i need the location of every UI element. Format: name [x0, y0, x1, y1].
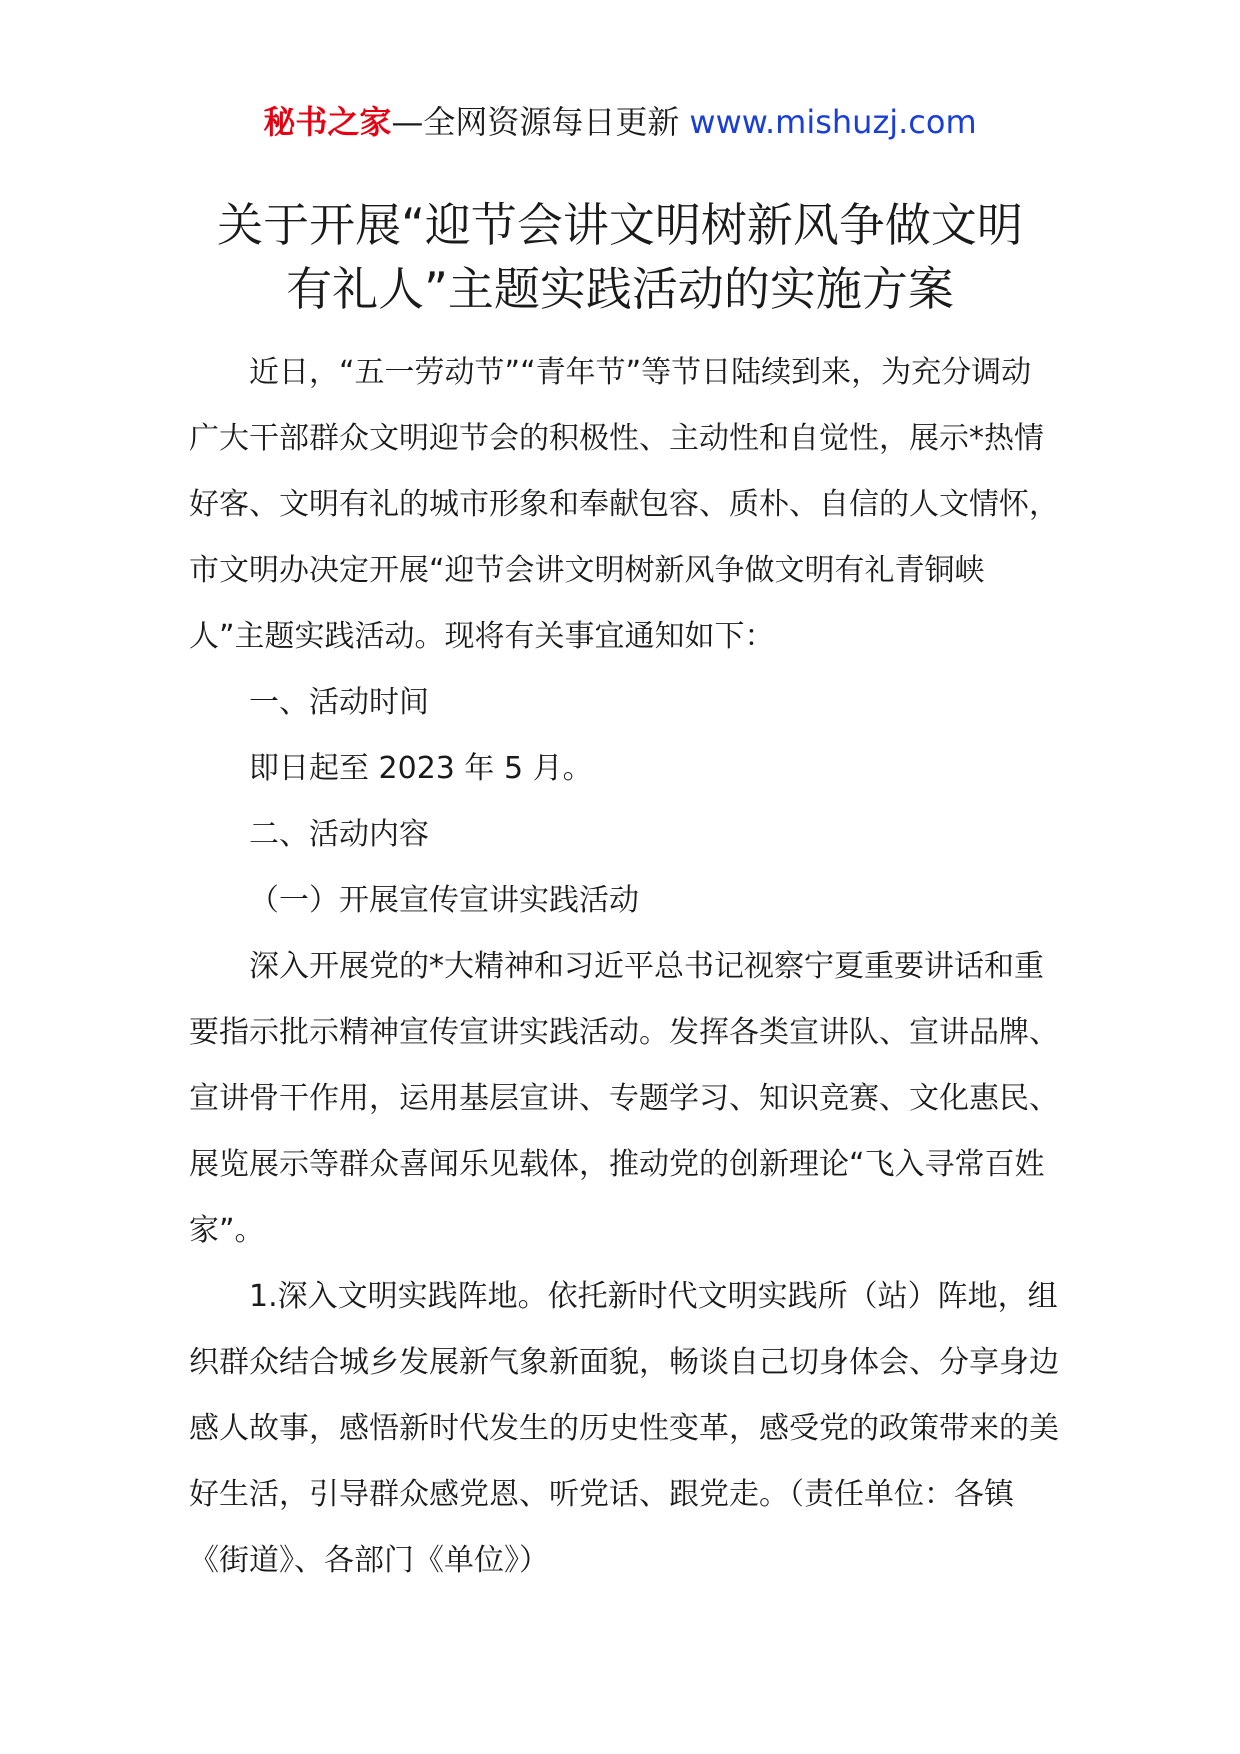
site-url-link[interactable]: www.mishuzj.com [689, 103, 977, 141]
document-title [140, 193, 1100, 321]
title-line-1: 关于开展“迎节会讲文明树新风争做文明 [217, 198, 1023, 252]
section-heading-content: 二、活动内容 [249, 817, 429, 852]
propaganda-paragraph: 深入开展党的*大精神和习近平总书记视察宁夏重要讲话和重要指示批示精神宣传宣讲实践活动。发挥各类宣讲队、宣讲品牌、宣讲骨干作用，运用基层宣讲、专题学习、知识竞赛、文化惠民、展览展示等群众喜闻乐见载体，推动党的创新理论“飞入寻常百姓家”。 [189, 949, 1059, 1248]
intro-paragraph: 近日，“五一劳动节”“青年节”等节日陆续到来，为充分调动广大干部群众文明迎节会的积极性、主动性和自觉性，展示*热情好客、文明有礼的城市形象和奉献包容、质朴、自信的人文情怀，市文明办决定开展“迎节会讲文明树新风争做文明有礼青铜峡人”主题实践活动。现将有关事宜通知如下： [189, 355, 1059, 654]
section-heading-time: 一、活动时间 [249, 685, 429, 720]
title-line-2: 有礼人”主题实践活动的实施方案 [286, 262, 954, 316]
time-paragraph: 即日起至 2023 年 5 月。 [249, 751, 593, 786]
document-body [189, 340, 1059, 1594]
banner-tagline: —全网资源每日更新 [391, 103, 680, 141]
site-banner [0, 100, 1240, 144]
subsection-heading-propaganda: （一）开展宣传宣讲实践活动 [249, 883, 639, 918]
brand-name: 秘书之家 [263, 103, 392, 141]
item-1-paragraph: 1.深入文明实践阵地。依托新时代文明实践所（站）阵地，组织群众结合城乡发展新气象新面貌，畅谈自己切身体会、分享身边感人故事，感悟新时代发生的历史性变革，感受党的政策带来的美好生活，引导群众感党恩、听党话、跟党走。（责任单位：各镇《街道》、各部门《单位》） [189, 1279, 1059, 1578]
